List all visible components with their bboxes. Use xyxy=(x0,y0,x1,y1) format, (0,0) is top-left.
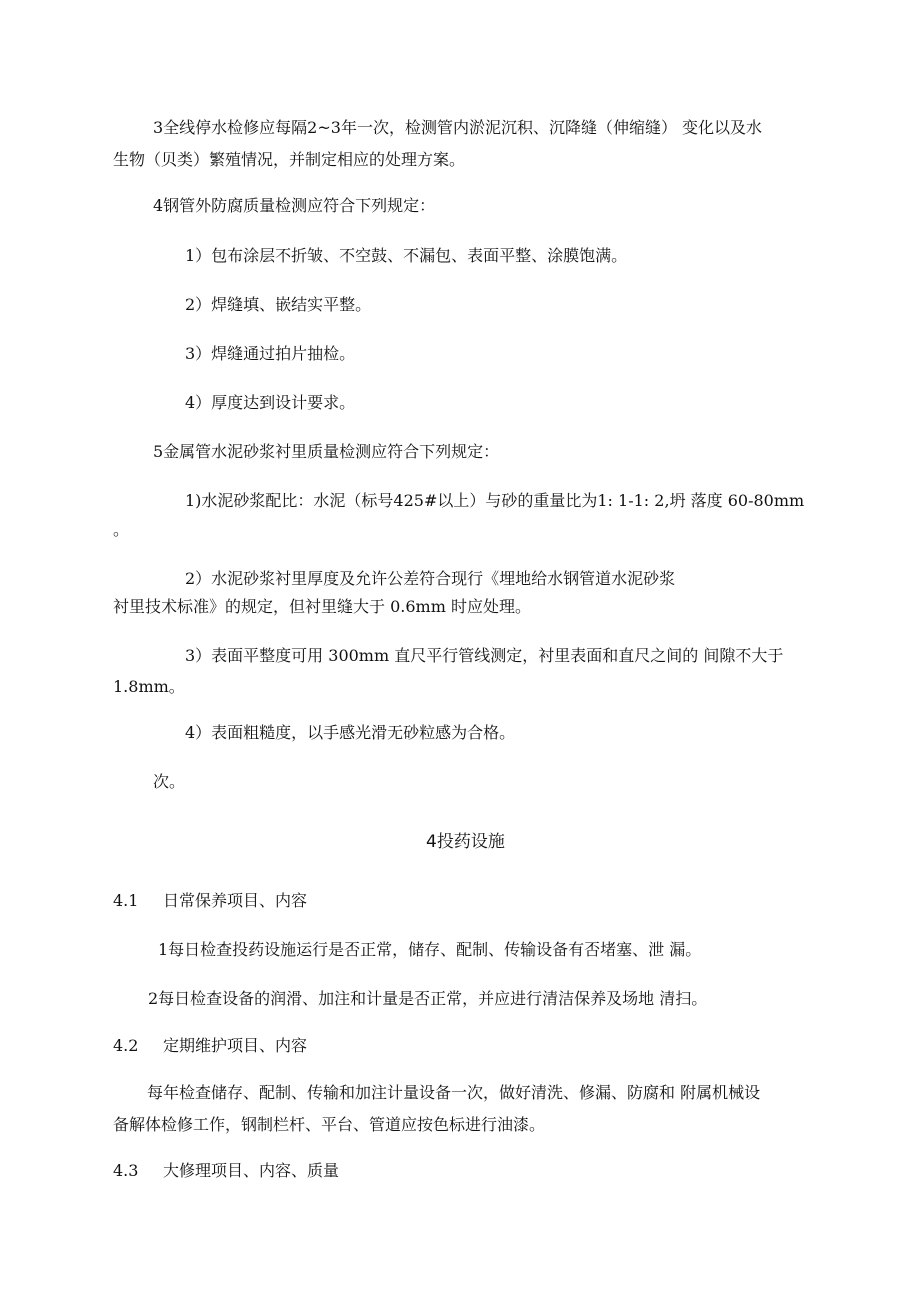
paragraph-4-item-2: 2）焊缝填、嵌结实平整。 xyxy=(185,295,372,314)
paragraph-3-line-2: 生物（贝类）繁殖情况，并制定相应的处理方案。 xyxy=(113,150,466,169)
subsection-4-1-item-1: 1每日检查投药设施运行是否正常，储存、配制、传输设备有否堵塞、泄 漏。 xyxy=(158,940,702,959)
subsection-4-2-heading xyxy=(113,1030,307,1062)
subsection-4-3-title: 大修理项目、内容、质量 xyxy=(163,1161,340,1180)
section-4-title: 4投药设施 xyxy=(426,832,505,852)
paragraph-5-item-4: 4）表面粗糙度，以手感光滑无砂粒感为合格。 xyxy=(185,723,516,742)
paragraph-5-item-1-line-1: 1)水泥砂浆配比：水泥（标号425#以上）与砂的重量比为1: 1-1: 2,坍 落度 60-80mm xyxy=(185,491,805,510)
paragraph-4-item-1: 1）包布涂层不折皱、不空鼓、不漏包、表面平整、涂膜饱满。 xyxy=(185,246,628,265)
subsection-4-2-body-line-2: 备解体检修工作，钢制栏杆、平台、管道应按色标进行油漆。 xyxy=(113,1115,546,1134)
subsection-4-2-body-line-1: 每年检查储存、配制、传输和加注计量设备一次，做好清洗、修漏、防腐和 附属机械设 xyxy=(147,1083,761,1102)
subsection-4-1-heading xyxy=(113,885,307,917)
paragraph-5-item-3-line-1: 3）表面平整度可用 300mm 直尺平行管线测定，衬里表面和直尺之间的 间隙不大于 xyxy=(185,646,784,665)
subsection-4-1-title: 日常保养项目、内容 xyxy=(163,891,308,910)
paragraph-3-line-1: 3全线停水检修应每隔2~3年一次，检测管内淤泥沉积、沉降缝（伸缩缝） 变化以及水 xyxy=(153,118,763,137)
paragraph-5-item-1-line-2: 。 xyxy=(113,520,130,539)
paragraph-5: 5金属管水泥砂浆衬里质量检测应符合下列规定： xyxy=(153,442,500,461)
subsection-4-3-heading xyxy=(113,1155,339,1187)
subsection-4-1-number: 4.1 xyxy=(113,891,139,910)
subsection-4-2-title: 定期维护项目、内容 xyxy=(163,1036,308,1055)
paragraph-5-item-3-line-2: 1.8mm。 xyxy=(113,677,185,696)
paragraph-5-item-2-line-2: 衬里技术标准》的规定，但衬里缝大于 0.6mm 时应处理。 xyxy=(113,597,531,616)
paragraph-ci: 次。 xyxy=(153,772,186,791)
subsection-4-1-item-2: 2每日检查设备的润滑、加注和计量是否正常，并应进行清洁保养及场地 清扫。 xyxy=(148,989,708,1008)
paragraph-4: 4钢管外防腐质量检测应符合下列规定： xyxy=(153,196,436,215)
paragraph-4-item-3: 3）焊缝通过拍片抽检。 xyxy=(185,344,356,363)
paragraph-5-item-2-line-1: 2）水泥砂浆衬里厚度及允许公差符合现行《埋地给水钢管道水泥砂浆 xyxy=(185,569,676,588)
paragraph-4-item-4: 4）厚度达到设计要求。 xyxy=(185,393,356,412)
subsection-4-3-number: 4.3 xyxy=(113,1161,139,1180)
subsection-4-2-number: 4.2 xyxy=(113,1036,139,1055)
